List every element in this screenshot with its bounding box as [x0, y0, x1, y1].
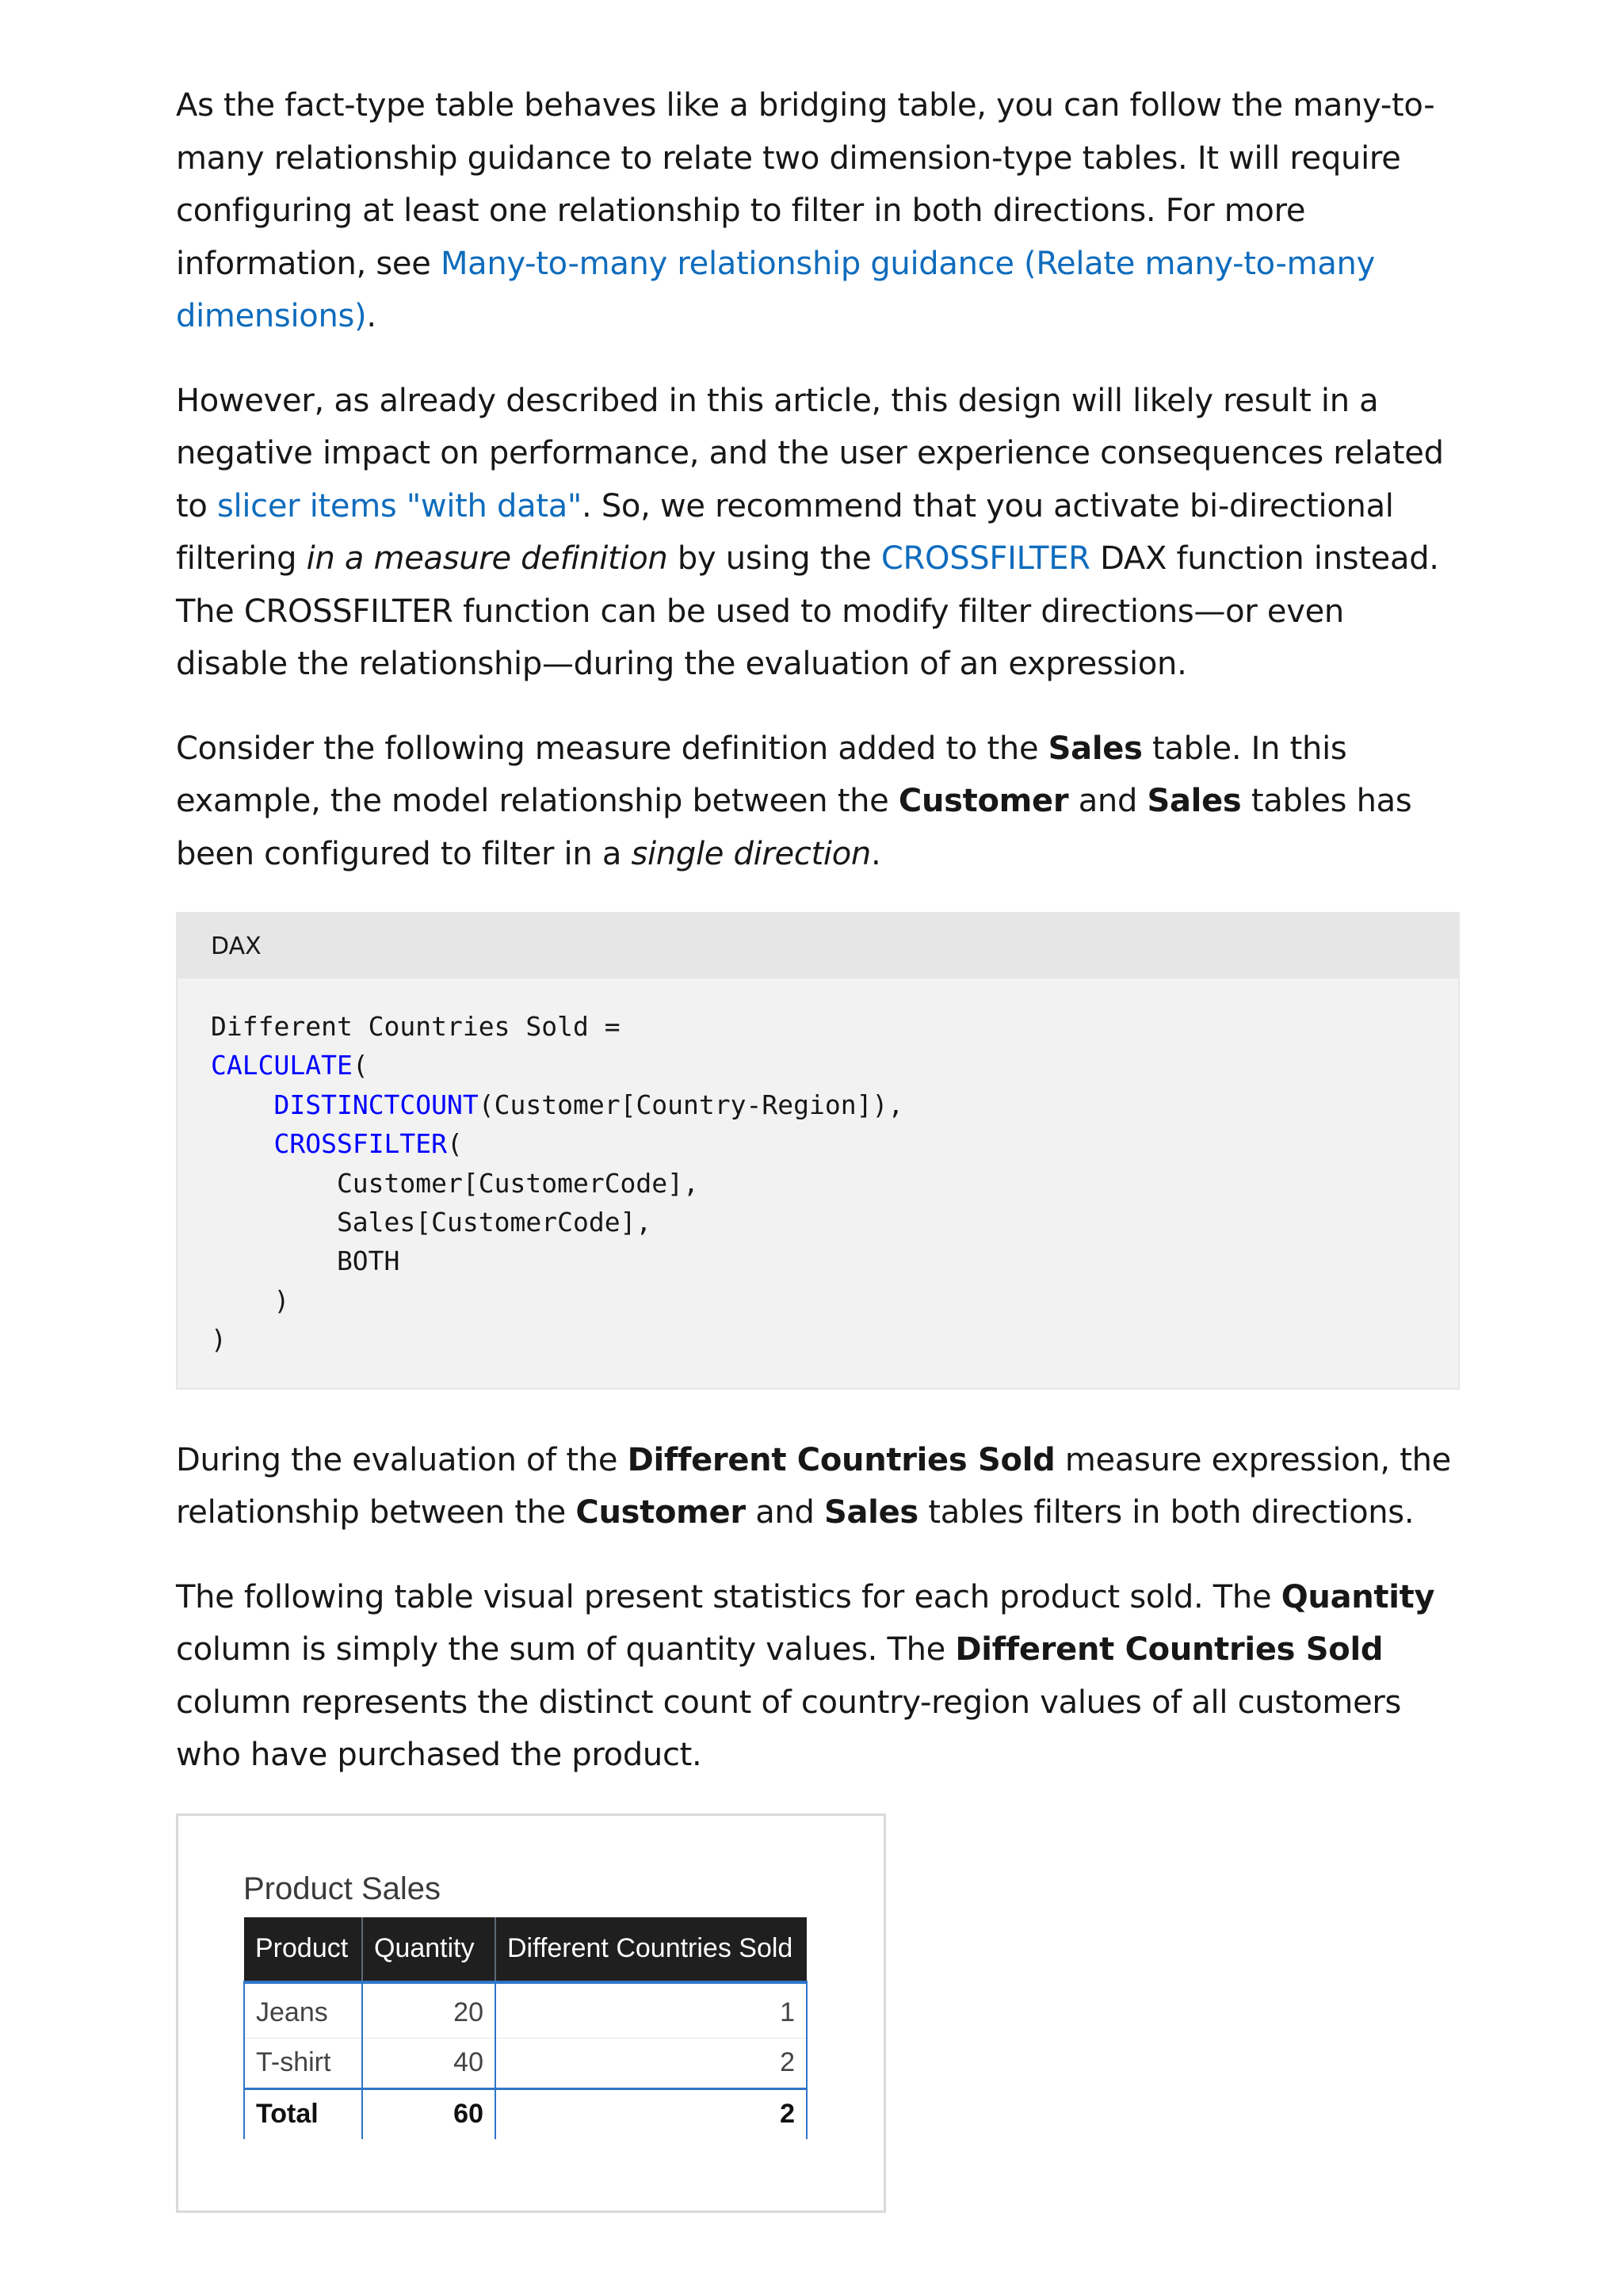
paragraph-text: measure expression, the relationship between the: [176, 1441, 1451, 1531]
article-content: [176, 79, 1460, 2213]
paragraph-evaluation: [176, 1434, 1460, 1539]
bold-text: Sales: [1048, 730, 1143, 767]
cell-quantity: 40: [362, 2038, 495, 2088]
emphasis-text: single direction: [631, 835, 871, 872]
cell-different-countries-sold: 1: [495, 1982, 807, 2039]
code-text: (Customer[Country-Region]),: [478, 1089, 904, 1120]
code-indent: [211, 1128, 273, 1159]
column-header-quantity[interactable]: Quantity: [362, 1917, 495, 1982]
code-language-label: DAX: [178, 913, 1458, 978]
code-keyword: CALCULATE: [211, 1050, 353, 1081]
code-keyword: DISTINCTCOUNT: [273, 1089, 479, 1120]
paragraph-text: and: [1068, 783, 1148, 819]
cell-product: T-shirt: [244, 2038, 362, 2088]
cell-product: Jeans: [244, 1982, 362, 2039]
paragraph-text: column is simply the sum of quantity values. The: [176, 1631, 956, 1669]
code-indent: [211, 1089, 273, 1120]
bold-text: Different Countries Sold: [627, 1441, 1056, 1478]
paragraph-measure-definition: [176, 723, 1460, 881]
code-block[interactable]: [176, 912, 1460, 1390]
code-line: Sales[CustomerCode],: [211, 1207, 652, 1238]
bold-text: Sales: [823, 1494, 918, 1531]
cell-total-label: Total: [244, 2088, 362, 2139]
cell-quantity: 20: [362, 1982, 495, 2039]
code-text: (: [447, 1128, 463, 1160]
slicer-items-link[interactable]: slicer items "with data": [216, 487, 582, 524]
product-sales-table: [243, 1917, 808, 2139]
product-sales-visual: [176, 1814, 886, 2213]
table-total-row: [244, 2088, 807, 2139]
code-line: Customer[CustomerCode],: [211, 1167, 699, 1199]
paragraph-text: .: [870, 835, 881, 872]
paragraph-text: DAX function instead. The CROSSFILTER function can be used to modify filter directions—or even disable the relationship—during the evaluation of an expression.: [176, 540, 1439, 682]
paragraph-text: tables has been configured to filter in a: [176, 783, 1412, 872]
paragraph-text: The following table visual present statistics for each product sold. The: [176, 1578, 1281, 1615]
code-line: ): [211, 1324, 227, 1356]
code-content[interactable]: [178, 978, 1458, 1388]
cell-total-quantity: 60: [362, 2088, 495, 2139]
paragraph-performance: [176, 375, 1460, 691]
bold-text: Sales: [1147, 783, 1242, 819]
paragraph-text: table. In this example, the model relationship between the: [176, 730, 1347, 819]
cell-total-different-countries-sold: 2: [495, 2088, 807, 2139]
table-header-row: [244, 1917, 807, 1982]
table-row: [244, 2038, 807, 2088]
visual-title: Product Sales: [243, 1871, 441, 1906]
paragraph-text: Consider the following measure definition added to the: [176, 730, 1048, 767]
paragraph-text: by using the: [667, 540, 881, 577]
crossfilter-link[interactable]: CROSSFILTER: [880, 540, 1090, 577]
paragraph-text: and: [745, 1494, 824, 1531]
column-header-product[interactable]: Product: [244, 1917, 362, 1982]
code-text: (: [352, 1050, 369, 1081]
table-row: [244, 1982, 807, 2039]
paragraph-text: tables filters in both directions.: [918, 1494, 1415, 1531]
paragraph-text: .: [366, 298, 376, 334]
paragraph-bridging-table: [176, 79, 1460, 343]
emphasis-text: in a measure definition: [306, 540, 668, 577]
code-keyword: CROSSFILTER: [273, 1128, 448, 1160]
paragraph-text: However, as already described in this article, this design will likely result in a negative impact on performance, and the user experience consequences related to: [176, 382, 1444, 524]
code-line: BOTH: [211, 1245, 400, 1277]
paragraph-table-visual: [176, 1571, 1460, 1782]
paragraph-text: . So, we recommend that you activate bi-directional filtering: [176, 487, 1394, 577]
column-header-different-countries-sold[interactable]: Different Countries Sold: [495, 1917, 807, 1982]
paragraph-text: column represents the distinct count of country-region values of all customers who have purchased the product.: [176, 1684, 1402, 1774]
bold-text: Quantity: [1281, 1578, 1435, 1615]
bold-text: Different Countries Sold: [955, 1631, 1384, 1669]
cell-different-countries-sold: 2: [495, 2038, 807, 2088]
paragraph-text: During the evaluation of the: [176, 1441, 628, 1478]
bold-text: Customer: [575, 1494, 746, 1531]
code-line: ): [211, 1284, 290, 1316]
code-line: Different Countries Sold =: [211, 1011, 621, 1042]
many-to-many-guidance-link[interactable]: Many-to-many relationship guidance (Relate many-to-many dimensions): [176, 245, 1375, 334]
bold-text: Customer: [898, 783, 1069, 819]
paragraph-text: As the fact-type table behaves like a bridging table, you can follow the many-to-many relationship guidance to relate two dimension-type tables. It will require configuring at least one relationship to filter in both directions. For more information, see: [176, 87, 1435, 282]
